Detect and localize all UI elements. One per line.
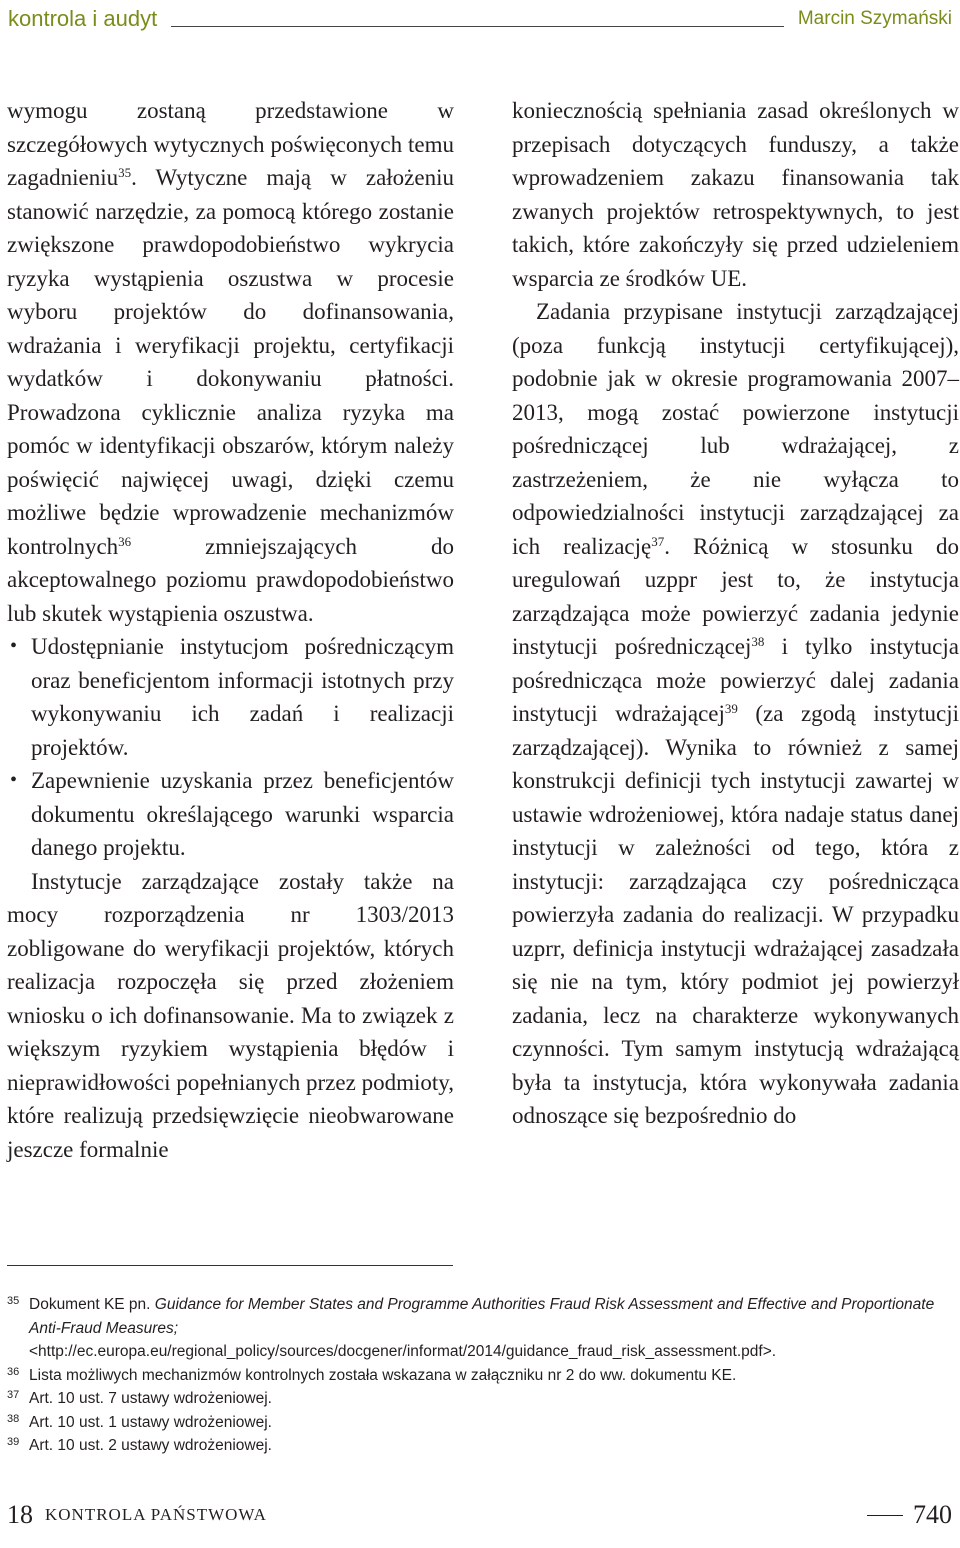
page-footer	[7, 1495, 952, 1535]
bullet-icon: •	[10, 635, 18, 657]
bullet-list	[7, 630, 454, 865]
issue-number: 740	[913, 1500, 952, 1529]
footnote-35	[7, 1293, 959, 1364]
right-paragraph-1: koniecznością spełniania zasad określonych w przepisach dotyczących funduszy, a także wprowadzeniem zakazu finansowania tak zwanych projektów retrospektywnych, to jest takich, które zakończyły się przed udzieleniem wsparcia ze środków UE.	[512, 98, 959, 291]
text-run: . Różnicą w stosunku do uregulowań uzppr jest to, że instytucja zarządzająca może powierzyć zadania jedynie instytucji pośredniczącej	[512, 533, 959, 659]
footnote-38	[7, 1411, 959, 1435]
footnote-36	[7, 1364, 959, 1388]
footnotes	[7, 1293, 959, 1458]
bullet-item	[7, 630, 454, 764]
footnote-text: Dokument KE pn.	[29, 1296, 155, 1313]
publication-name: KONTROLA PAŃSTWOWA	[45, 1505, 267, 1524]
running-header	[8, 0, 952, 32]
footnote-37	[7, 1387, 959, 1411]
left-column	[7, 94, 454, 1166]
left-paragraph-2: Instytucje zarządzające zostały także na mocy rozporządzenia nr 1303/2013 zobligowane do weryfikacji projektów, których realizacja rozpoczęła się przed złożeniem wniosku o ich dofinansowanie. Ma to związek z większym ryzykiem wystąpienia błędów i nieprawidłowości popełnianych przez podmioty, które realizują przedsięwzięcie nieobwarowane jeszcze formalnie	[7, 868, 454, 1162]
footnote-ref-37[interactable]: 37	[651, 533, 665, 549]
footnote-ref-36[interactable]: 36	[118, 533, 132, 549]
footnote-title: Guidance for Member States and Programme Authorities Fraud Risk Assessment and Effective and Proportionate Anti-Fraud Measures;	[29, 1296, 935, 1337]
right-paragraph-2	[512, 295, 959, 1133]
text-run: wymogu zostaną przedstawione w szczegółowych wytycznych poświęconych temu zagadnieniu	[7, 98, 454, 190]
right-column	[512, 94, 959, 1133]
bullet-text: Zapewnienie uzyskania przez beneficjentów dokumentu określającego warunki wsparcia danego projektu.	[31, 768, 454, 860]
header-rule	[171, 26, 784, 27]
footnote-text: Art. 10 ust. 2 ustawy wdrożeniowej.	[29, 1437, 272, 1454]
footnote-text: Art. 10 ust. 7 ustawy wdrożeniowej.	[29, 1390, 272, 1407]
bullet-text: Udostępnianie instytucjom pośredniczącym oraz beneficjentom informacji istotnych przy wykonywaniu ich zadań i realizacji projektów.	[31, 634, 454, 760]
footnote-number: 38	[7, 1412, 20, 1425]
footnote-url-link[interactable]: <http://ec.europa.eu/regional_policy/sources/docgener/informat/2014/guidance_fraud_risk_assessment.pdf>.	[29, 1343, 777, 1360]
page-number: 18	[7, 1500, 33, 1529]
text-run: (za zgodą instytucji zarządzającej). Wynika to również z samej konstrukcji definicji tych instytucji zawartej w ustawie wdrożeniowej, która nadaje status danej instytucji w zależności od tego, która z instytucji: zarządzająca czy pośrednicząca powierzyła zadania do realizacji. W przypadku uzprr, definicja instytucji wdrażającej zasadzała się nie na tym, który podmiot jej powierzył zadania, lecz na charakterze wykonywanych czynności. Tym samym instytucją wdrażającą była ta instytucja, która wykonywała zadania odnoszące się bezpośrednio do	[512, 701, 959, 1128]
footnote-ref-35[interactable]: 35	[118, 165, 132, 180]
left-paragraph-1	[7, 94, 454, 630]
article-author: Marcin Szymański	[797, 8, 952, 29]
text-run: . Wytyczne mają w założeniu stanowić narzędzie, za pomocą którego zostanie zwiększone prawdopodobieństwo wykrycia ryzyka wystąpienia oszustwa w procesie wyboru projektów do dofinansowania, wdrażania i weryfikacji projektu, certyfikacji wydatków i dokonywaniu płatności. Prowadzona cyklicznie analiza ryzyka ma pomóc w identyfikacji obszarów, którym należy poświęcić najwięcej uwagi, dzięki czemu możliwe będzie wprowadzenie mechanizmów kontrolnych	[7, 165, 454, 559]
bullet-item	[7, 764, 454, 865]
footnote-ref-39[interactable]: 39	[724, 701, 738, 716]
footnote-text: Art. 10 ust. 1 ustawy wdrożeniowej.	[29, 1413, 272, 1431]
text-run: zmniejszających do akceptowalnego poziomu prawdopodobieństwo lub skutek wystąpienia oszustwa.	[7, 533, 454, 626]
footnote-number: 36	[7, 1365, 20, 1378]
text-run: Zadania przypisane instytucji zarządzającej (poza funkcją instytucji certyfikującej), podobnie jak w okresie programowania 2007–2013, mogą zostać powierzone instytucji pośredniczącej lub wdrażającej, z zastrzeżeniem, że nie wyłącza to odpowiedzialności instytucji zarządzającej za ich realizację	[512, 299, 959, 559]
issue-dash	[867, 1515, 903, 1516]
footnote-number: 37	[7, 1389, 20, 1401]
journal-section-title: kontrola i audyt	[8, 6, 158, 31]
footnote-39	[7, 1434, 959, 1458]
text-run: i tylko instytucja pośrednicząca może powierzyć dalej zadania instytucji wdrażającej	[512, 634, 959, 726]
bullet-icon: •	[10, 769, 18, 791]
footnote-number: 39	[7, 1436, 20, 1448]
footnote-text: Lista możliwych mechanizmów kontrolnych została wskazana w załączniku nr 2 do ww. dokumentu KE.	[29, 1366, 737, 1384]
footnote-number: 35	[7, 1295, 20, 1307]
footnote-ref-38[interactable]: 38	[751, 634, 765, 649]
footnote-separator	[7, 1265, 453, 1266]
